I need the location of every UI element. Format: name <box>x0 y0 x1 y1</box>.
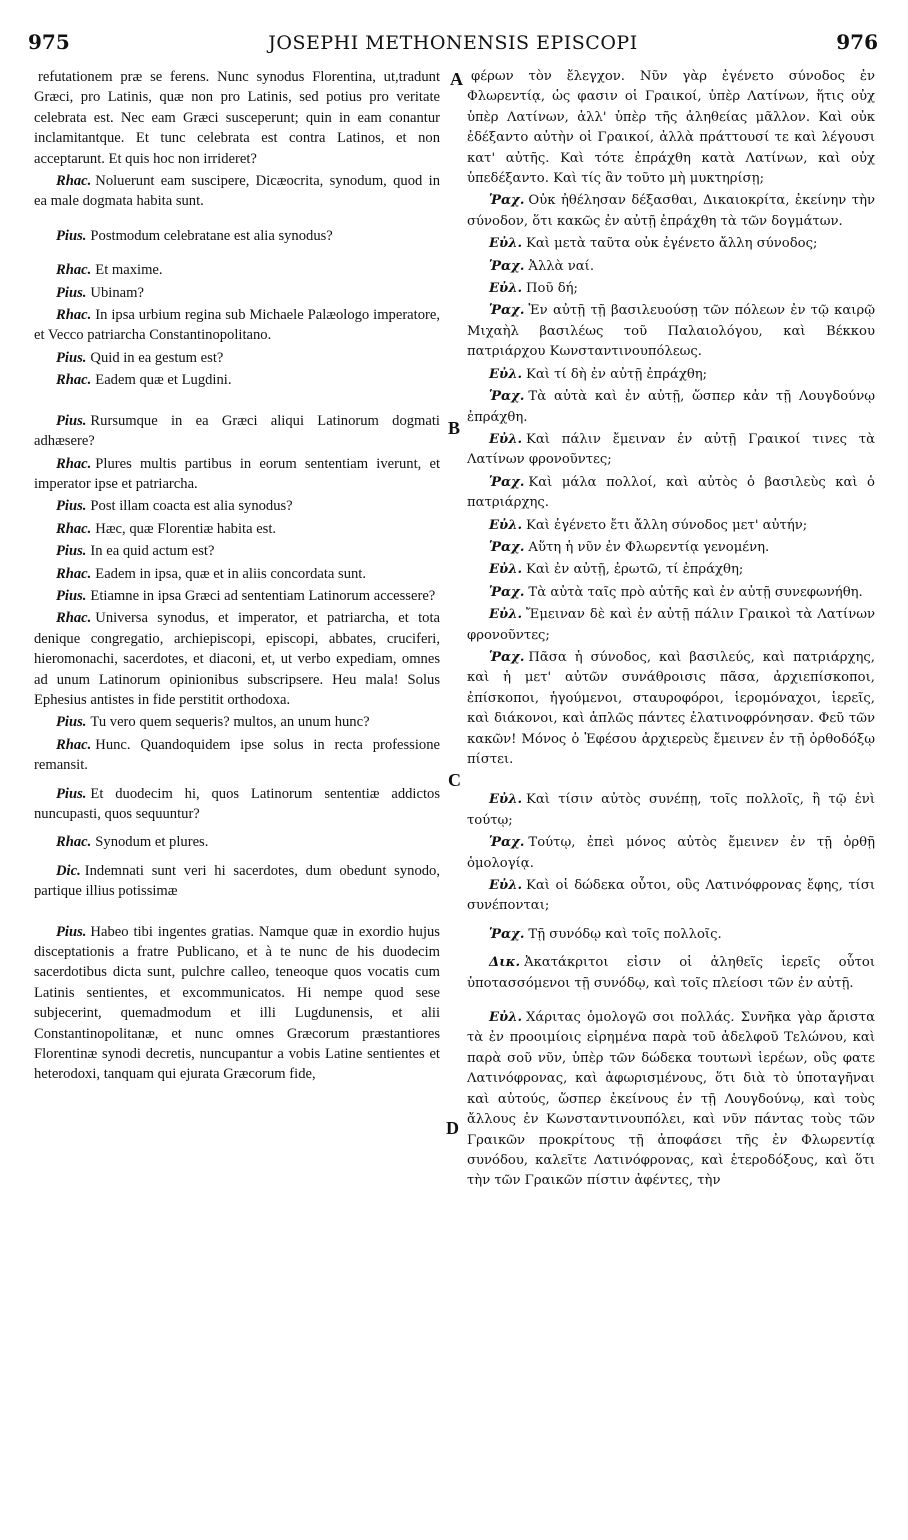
latin-text: Post illam coacta est alia synodus? <box>90 498 293 515</box>
latin-text: Eadem quæ et Lugdini. <box>95 372 232 389</box>
greek-text: Ποῦ δή; <box>526 281 578 297</box>
latin-speaker: Rhac. <box>56 610 92 627</box>
greek-paragraph <box>467 953 875 994</box>
greek-text: Πᾶσα ἡ σύνοδος, καὶ βασιλεύς, καὶ πατριάρχης, καὶ ἡ μετ' αὐτῶν συνάθροισις πᾶσα, ἀρχιεπίσκοποι, ἐπίσκοποι, ἡγούμενοι, σταυροφόροι, ἱερομόναχοι, ἱερεῖς, καὶ διάκονοι, καὶ ἁπλῶς πάντες ἐλατινοφρόνησαν. Φεῦ τῶν κακῶν! Μόνος ὁ Ἐφέσου ἀρχιερεὺς ἔμεινεν ἐν τῇ ὀρθοδόξῳ πίστει. <box>467 649 875 767</box>
latin-speaker: Pius. <box>56 543 87 560</box>
greek-speaker: Ῥαχ. <box>489 474 525 490</box>
greek-speaker: Εὐλ. <box>489 281 523 297</box>
latin-paragraph <box>34 564 440 584</box>
greek-paragraph <box>467 301 875 362</box>
latin-speaker: Rhac. <box>56 834 92 851</box>
latin-speaker: Pius. <box>56 923 87 940</box>
latin-text: Tu vero quem sequeris? multos, an unum hunc? <box>90 714 370 731</box>
greek-paragraph <box>467 833 875 874</box>
latin-speaker: Pius. <box>56 714 87 731</box>
greek-speaker: Ῥαχ. <box>489 389 525 405</box>
greek-text: Ἐν αὐτῇ τῇ βασιλευούσῃ τῶν πόλεων ἐν τῷ καιρῷ Μιχαὴλ βασιλέως τοῦ Παλαιολόγου, καὶ Βέκκου πατριάρχου Κωνσταντινουπόλεως. <box>467 303 875 360</box>
latin-paragraph <box>34 171 440 212</box>
latin-paragraph <box>34 370 440 390</box>
greek-text: Καὶ ἐν αὐτῇ, ἐρωτῶ, τί ἐπράχθη; <box>526 562 744 578</box>
page-number-left: 975 <box>28 30 70 54</box>
latin-text: Indemnati sunt veri hi sacerdotes, dum obedunt synodo, partique illius potissimæ <box>34 862 440 900</box>
latin-speaker: Rhac. <box>56 520 92 537</box>
latin-speaker: Pius. <box>56 785 87 802</box>
greek-paragraph <box>467 430 875 471</box>
latin-text: Universa synodus, et imperator, et patriarcha, et tota denique congregatio, archiepiscopi, episcopi, abbates, cruciferi, hieromonachi, sacerdotes, et diaconi, et, ut verbo expediam, omnes ad unum Latinorum opinionibus subscripsere. Heu mala! Solus Ephesius antistes in fide perstitit orthodoxa. <box>34 610 440 708</box>
greek-speaker: Εὐλ. <box>489 562 523 578</box>
greek-speaker: Εὐλ. <box>489 431 523 447</box>
greek-speaker: Ῥαχ. <box>489 649 525 665</box>
latin-speaker: Rhac. <box>56 307 92 324</box>
greek-paragraph <box>467 648 875 770</box>
latin-paragraph <box>34 411 440 452</box>
latin-speaker: Pius. <box>56 412 87 429</box>
greek-column <box>467 67 875 1192</box>
greek-speaker: Ῥαχ. <box>489 584 525 600</box>
latin-text: Habeo tibi ingentes gratias. Namque quæ in exordio hujus disceptationis a fratre Publicano, et à te nunc de his duodecim sacerdotibus dicta sunt, pulchre calleo, teneoque quos vocatis cum Latinis sentientes, et excommunicatos. Hi nempe quod sese subjecerint, quemadmodum et illi Lugdunensis, et alii Constantinopolitanæ, et nunc omnes Græcorum præstantiores Florentinæ synodi decretis, nuncupantur a vobis Latine sentientes et heterodoxi, tanquam qui ejurata Græcorum fide, <box>34 923 440 1083</box>
greek-speaker: Ῥαχ. <box>489 258 525 274</box>
greek-text: Καὶ μάλα πολλοί, καὶ αὐτὸς ὁ βασιλεὺς καὶ ὁ πατριάρχης. <box>467 474 875 511</box>
greek-text: Καὶ ἐγένετο ἔτι ἄλλη σύνοδος μετ' αὐτήν; <box>526 517 808 533</box>
greek-speaker: Εὐλ. <box>489 1010 523 1026</box>
greek-speaker: Δικ. <box>489 955 521 971</box>
latin-text: Quid in ea gestum est? <box>90 349 224 366</box>
greek-text: Καὶ τίσιν αὐτὸς συνέπῃ, τοῖς πολλοῖς, ἢ τῷ ἑνὶ τούτῳ; <box>467 792 875 828</box>
greek-paragraph <box>467 1008 875 1192</box>
greek-speaker: Ῥαχ. <box>489 303 525 319</box>
greek-paragraph <box>467 279 875 299</box>
greek-text: Τούτῳ, ἐπεὶ μόνος αὐτὸς ἔμεινεν ἐν τῇ ὀρθῇ ὁμολογίᾳ. <box>467 835 875 871</box>
page-header <box>28 30 878 60</box>
latin-speaker: Rhac. <box>56 372 92 389</box>
greek-text: Ἀλλὰ ναί. <box>528 258 595 274</box>
latin-text: In ipsa urbium regina sub Michaele Palæologo imperatore, et Vecco patriarcha Constantinopolitano. <box>34 307 440 344</box>
greek-paragraph <box>467 538 875 558</box>
greek-text: Καὶ πάλιν ἔμειναν ἐν αὐτῇ Γραικοί τινες τὰ Λατίνων φρονοῦντες; <box>467 431 875 468</box>
latin-text: Plures multis partibus in eorum sententiam iverunt, et imperator ipse et patriarcha. <box>34 455 440 492</box>
latin-text: Etiamne in ipsa Græci ad sententiam Latinorum accessere? <box>90 587 436 604</box>
latin-speaker: Pius. <box>56 498 87 515</box>
page-number-right: 976 <box>836 30 878 54</box>
latin-paragraph <box>34 348 440 368</box>
latin-text: Eadem in ipsa, quæ et in aliis concordata sunt. <box>95 565 367 582</box>
greek-paragraph <box>467 516 875 536</box>
latin-paragraph <box>34 67 440 169</box>
margin-marker-a: A <box>450 69 463 89</box>
latin-paragraph <box>34 608 440 710</box>
greek-speaker: Ῥαχ. <box>489 926 525 942</box>
greek-text: Τὰ αὐτὰ καὶ ἐν αὐτῇ, ὥσπερ κἀν τῇ Λουγδούνῳ ἐπράχθη. <box>467 389 875 425</box>
latin-speaker: Rhac. <box>56 173 92 190</box>
greek-paragraph <box>467 191 875 232</box>
greek-paragraph <box>467 473 875 514</box>
latin-speaker: Rhac. <box>56 455 92 472</box>
running-title: JOSEPHI METHONENSIS EPISCOPI <box>268 32 638 54</box>
greek-speaker: Ῥαχ. <box>489 539 525 555</box>
latin-speaker: Rhac. <box>56 736 92 753</box>
greek-paragraph <box>467 67 875 189</box>
greek-text: Αὕτη ἡ νῦν ἐν Φλωρεντίᾳ γενομένη. <box>528 539 770 555</box>
latin-paragraph <box>34 305 440 346</box>
latin-text: In ea quid actum est? <box>90 543 215 560</box>
latin-speaker: Rhac. <box>56 262 92 279</box>
greek-paragraph <box>467 365 875 385</box>
greek-paragraph <box>467 876 875 917</box>
greek-text: Τῇ συνόδῳ καὶ τοῖς πολλοῖς. <box>528 926 722 942</box>
latin-text: Postmodum celebratane est alia synodus? <box>90 227 333 244</box>
greek-paragraph <box>467 583 875 603</box>
greek-paragraph <box>467 925 875 945</box>
greek-text: Οὐκ ἠθέλησαν δέξασθαι, Δικαιοκρίτα, ἐκείνην τὴν σύνοδον, ὅτι κακῶς ἐν αὐτῇ ἐπράχθη τὰ τῶν δογμάτων. <box>467 193 875 229</box>
latin-speaker: Pius. <box>56 284 87 301</box>
latin-text: Noluerunt eam suscipere, Dicæocrita, synodum, quod in ea male dogmata habita sunt. <box>34 173 440 210</box>
greek-text: Τὰ αὐτὰ ταῖς πρὸ αὐτῆς καὶ ἐν αὐτῇ συνεφωνήθη. <box>528 584 863 600</box>
greek-paragraph <box>467 605 875 646</box>
latin-paragraph <box>34 519 440 539</box>
latin-speaker: Rhac. <box>56 565 92 582</box>
latin-paragraph <box>34 260 440 280</box>
latin-paragraph <box>34 832 440 852</box>
margin-marker-b: B <box>448 418 461 438</box>
margin-marker-d: D <box>446 1118 459 1138</box>
latin-text: Hæc, quæ Florentiæ habita est. <box>95 520 277 537</box>
greek-paragraph <box>467 257 875 277</box>
greek-text: Ἀκατάκριτοι εἰσιν οἱ ἀληθεῖς ἱερεῖς οὗτοι ὑποτασσόμενοι τῇ συνόδῳ, καὶ τοῖς πλείοσι τῶν ἐν αὐτῇ. <box>467 955 875 991</box>
latin-paragraph <box>34 861 440 902</box>
latin-paragraph <box>34 712 440 732</box>
latin-speaker: Pius. <box>56 349 87 366</box>
greek-speaker: Ῥαχ. <box>489 193 525 209</box>
greek-speaker: Ῥαχ. <box>489 835 525 851</box>
greek-speaker: Εὐλ. <box>489 792 523 808</box>
greek-text: Ἔμειναν δὲ καὶ ἐν αὐτῇ πάλιν Γραικοὶ τὰ Λατίνων φρονοῦντες; <box>467 607 875 643</box>
latin-speaker: Dic. <box>56 862 81 879</box>
latin-paragraph <box>34 586 440 606</box>
greek-speaker: Εὐλ. <box>489 236 523 252</box>
latin-text: Rursumque in ea Græci aliqui Latinorum dogmati adhæsere? <box>34 412 440 450</box>
latin-text: Et duodecim hi, quos Latinorum sententiæ addictos nuncupasti, quos sequuntur? <box>34 785 440 822</box>
greek-text: Χάριτας ὁμολογῶ σοι πολλάς. Συνῆκα γὰρ ἄριστα τὰ ἐν προοιμίοις εἰρημένα παρὰ τοῦ ἀδελφοῦ Τελώνου, καὶ παρὰ σοῦ νῦν, ὑπὲρ τῶν δώδεκα τουτωνὶ ἱερέων, οὓς φατε Λατινόφρονας, καὶ ἀφωρισμένους, ὅτι διὰ τὸ ὑποταγῆναι καὶ αὐτούς, ὥσπερ ἐκείνους ἐν τῇ Λουγδούνῳ, καὶ τοὺς ἄλλους ἐν Κωνσταντινουπόλει, καὶ νῦν πάντας τοὺς τῶν Γραικῶν προκρίτους τῇ ἀποφάσει τῆς ἐν Φλωρεντίᾳ συνόδου, καλεῖτε Λατινόφρονας, καὶ ἑτεροδόξους, καὶ ὅτι τὴν τῶν Γραικῶν πίστιν ἀφέντες, τὴν <box>467 1010 875 1189</box>
latin-paragraph <box>34 784 440 825</box>
latin-paragraph <box>34 283 440 303</box>
latin-paragraph <box>34 541 440 561</box>
greek-speaker: Εὐλ. <box>489 517 523 533</box>
greek-speaker: Εὐλ. <box>489 878 523 894</box>
greek-paragraph <box>467 387 875 428</box>
latin-text: Ubinam? <box>90 284 144 301</box>
latin-paragraph <box>34 922 440 1085</box>
latin-column <box>34 67 440 1085</box>
greek-paragraph <box>467 790 875 831</box>
latin-paragraph <box>34 735 440 776</box>
latin-paragraph <box>34 454 440 495</box>
latin-text: Et maxime. <box>95 262 163 279</box>
greek-speaker: Εὐλ. <box>489 366 523 382</box>
margin-marker-c: C <box>448 770 461 790</box>
greek-text: Καὶ τί δὴ ἐν αὐτῇ ἐπράχθη; <box>526 366 708 382</box>
latin-text: Synodum et plures. <box>95 834 209 851</box>
latin-paragraph <box>34 226 440 246</box>
greek-text: Καὶ μετὰ ταῦτα οὐκ ἐγένετο ἄλλη σύνοδος; <box>526 236 818 252</box>
greek-speaker: Εὐλ. <box>489 607 523 623</box>
greek-paragraph <box>467 234 875 254</box>
latin-paragraph <box>34 496 440 516</box>
latin-text: Hunc. Quandoquidem ipse solus in recta professione remansit. <box>34 736 440 774</box>
greek-paragraph <box>467 560 875 580</box>
latin-speaker: Pius. <box>56 227 87 244</box>
greek-text: Καὶ οἱ δώδεκα οὗτοι, οὓς Λατινόφρονας ἔφης, τίσι συνέπονται; <box>467 878 875 914</box>
latin-text: refutationem præ se ferens. Nunc synodus Florentina, ut,tradunt Græci, pro Latinis, quæ non pro Latinis, sed potius pro veritate celebrata est. Nec eam Græci susceperunt; quin in eam conantur inclamitantque. Et tunc celebrata est contra Latinos, et non acceptarunt. Et quis hoc non irrideret? <box>34 69 440 167</box>
greek-text: φέρων τὸν ἔλεγχον. Νῦν γὰρ ἐγένετο σύνοδος ἐν Φλωρεντίᾳ, ὡς φασιν οἱ Γραικοί, ὑπὲρ Λατίνων, ἥτις οὐχ ὑπὲρ Λατίνων, ἀλλ' ὑπὲρ τῆς ἀληθείας μᾶλλον. Καὶ οὐκ ἐδέξαντο αὐτὴν οἱ Γραικοί, ἀλλὰ πράττουσί τε καὶ λέγουσι κατ' αὐτῆς. Καὶ τότε ἐπράχθη κατὰ Λατίνων, καὶ οὐχ ὑπεδέξαντο. Καὶ τίς ἂν τοῦτο μὴ μυκτηρίσῃ; <box>467 69 875 187</box>
latin-speaker: Pius. <box>56 587 87 604</box>
